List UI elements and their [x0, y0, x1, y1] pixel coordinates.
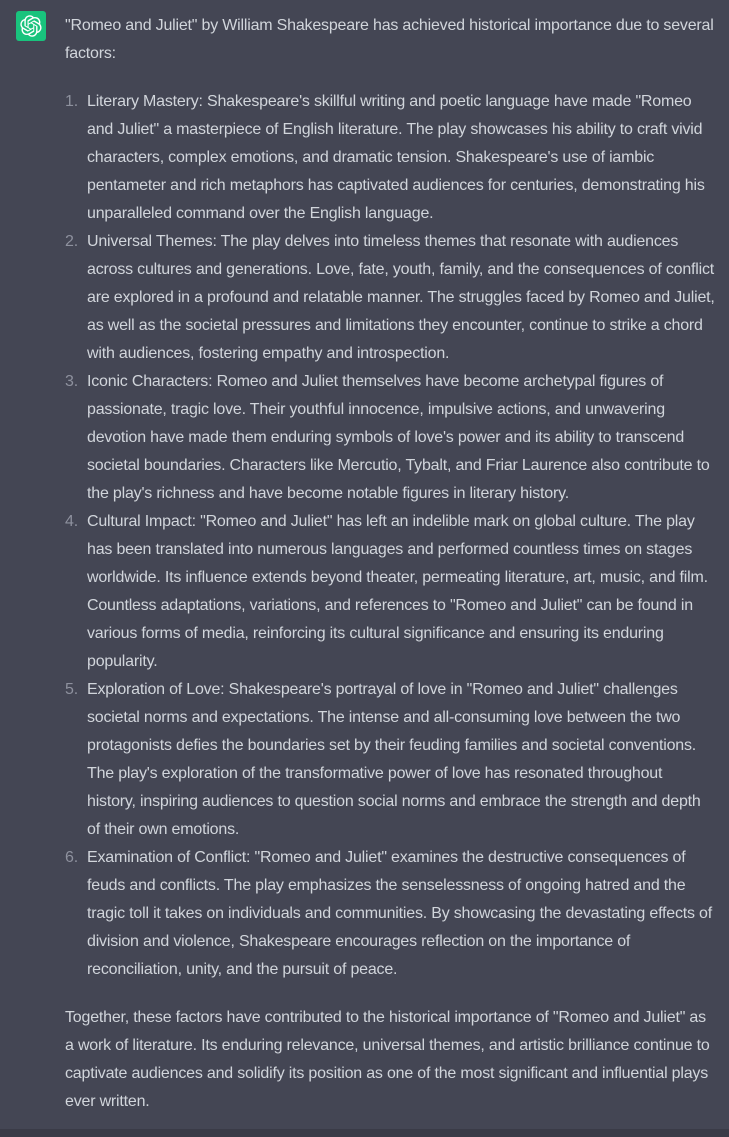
list-item-number: 1.: [65, 93, 78, 110]
list-item-text: Exploration of Love: Shakespeare's portrayal of love in "Romeo and Juliet" challenges societal norms and expectations. The intense and all-consuming love between the two protagonists defies the boundaries set by their feuding families and societal conventions. The play's exploration of the transformative power of love has resonated throughout history, inspiring audiences to question social norms and embrace the strength and depth of their own emotions.: [87, 681, 701, 838]
list-item-text: Iconic Characters: Romeo and Juliet themselves have become archetypal figures of passionate, tragic love. Their youthful innocence, impulsive actions, and unwavering devotion have made them enduring symbols of love's power and its ability to transcend societal boundaries. Characters like Mercutio, Tybalt, and Friar Laurence also contribute to the play's richness and have become notable figures in literary history.: [87, 373, 710, 502]
page-background-strip: [0, 1129, 729, 1137]
list-item-number: 6.: [65, 849, 78, 866]
assistant-avatar: [16, 11, 46, 41]
list-item: [65, 844, 715, 984]
list-item-text: Examination of Conflict: "Romeo and Juliet" examines the destructive consequences of feuds and conflicts. The play emphasizes the senselessness of ongoing hatred and the tragic toll it takes on individuals and communities. By showcasing the devastating effects of division and violence, Shakespeare encourages reflection on the importance of reconciliation, unity, and the pursuit of peace.: [87, 849, 713, 978]
list-item-text: Literary Mastery: Shakespeare's skillful writing and poetic language have made "Romeo and Juliet" a masterpiece of English literature. The play showcases his ability to craft vivid characters, complex emotions, and dramatic tension. Shakespeare's use of iambic pentameter and rich metaphors has captivated audiences for centuries, demonstrating his unparalleled command over the English language.: [87, 93, 705, 222]
list-item-number: 4.: [65, 513, 78, 530]
message-closing-paragraph: Together, these factors have contributed to the historical importance of "Romeo and Juliet" as a work of literature. Its enduring relevance, universal themes, and artistic brilliance continue to captivate audiences and solidify its position as one of the most significant and influential plays ever written.: [65, 1009, 710, 1110]
list-item: [65, 676, 715, 844]
message-intro-paragraph: "Romeo and Juliet" by William Shakespeare has achieved historical importance due to several factors:: [65, 17, 714, 62]
factors-list: [65, 88, 715, 984]
list-item: [65, 88, 715, 228]
list-item: [65, 508, 715, 676]
list-item: [65, 368, 715, 508]
list-item: [65, 228, 715, 368]
openai-logo-icon: [20, 15, 42, 37]
list-item-number: 2.: [65, 233, 78, 250]
assistant-message-content: [65, 12, 715, 1116]
list-item-number: 5.: [65, 681, 78, 698]
list-item-number: 3.: [65, 373, 78, 390]
list-item-text: Universal Themes: The play delves into timeless themes that resonate with audiences across cultures and generations. Love, fate, youth, family, and the consequences of conflict are explored in a profound and relatable manner. The struggles faced by Romeo and Juliet, as well as the societal pressures and limitations they encounter, continue to strike a chord with audiences, fostering empathy and introspection.: [87, 233, 715, 362]
list-item-text: Cultural Impact: "Romeo and Juliet" has left an indelible mark on global culture. The play has been translated into numerous languages and performed countless times on stages worldwide. Its influence extends beyond theater, permeating literature, art, music, and film. Countless adaptations, variations, and references to "Romeo and Juliet" can be found in various forms of media, reinforcing its cultural significance and ensuring its enduring popularity.: [87, 513, 708, 670]
